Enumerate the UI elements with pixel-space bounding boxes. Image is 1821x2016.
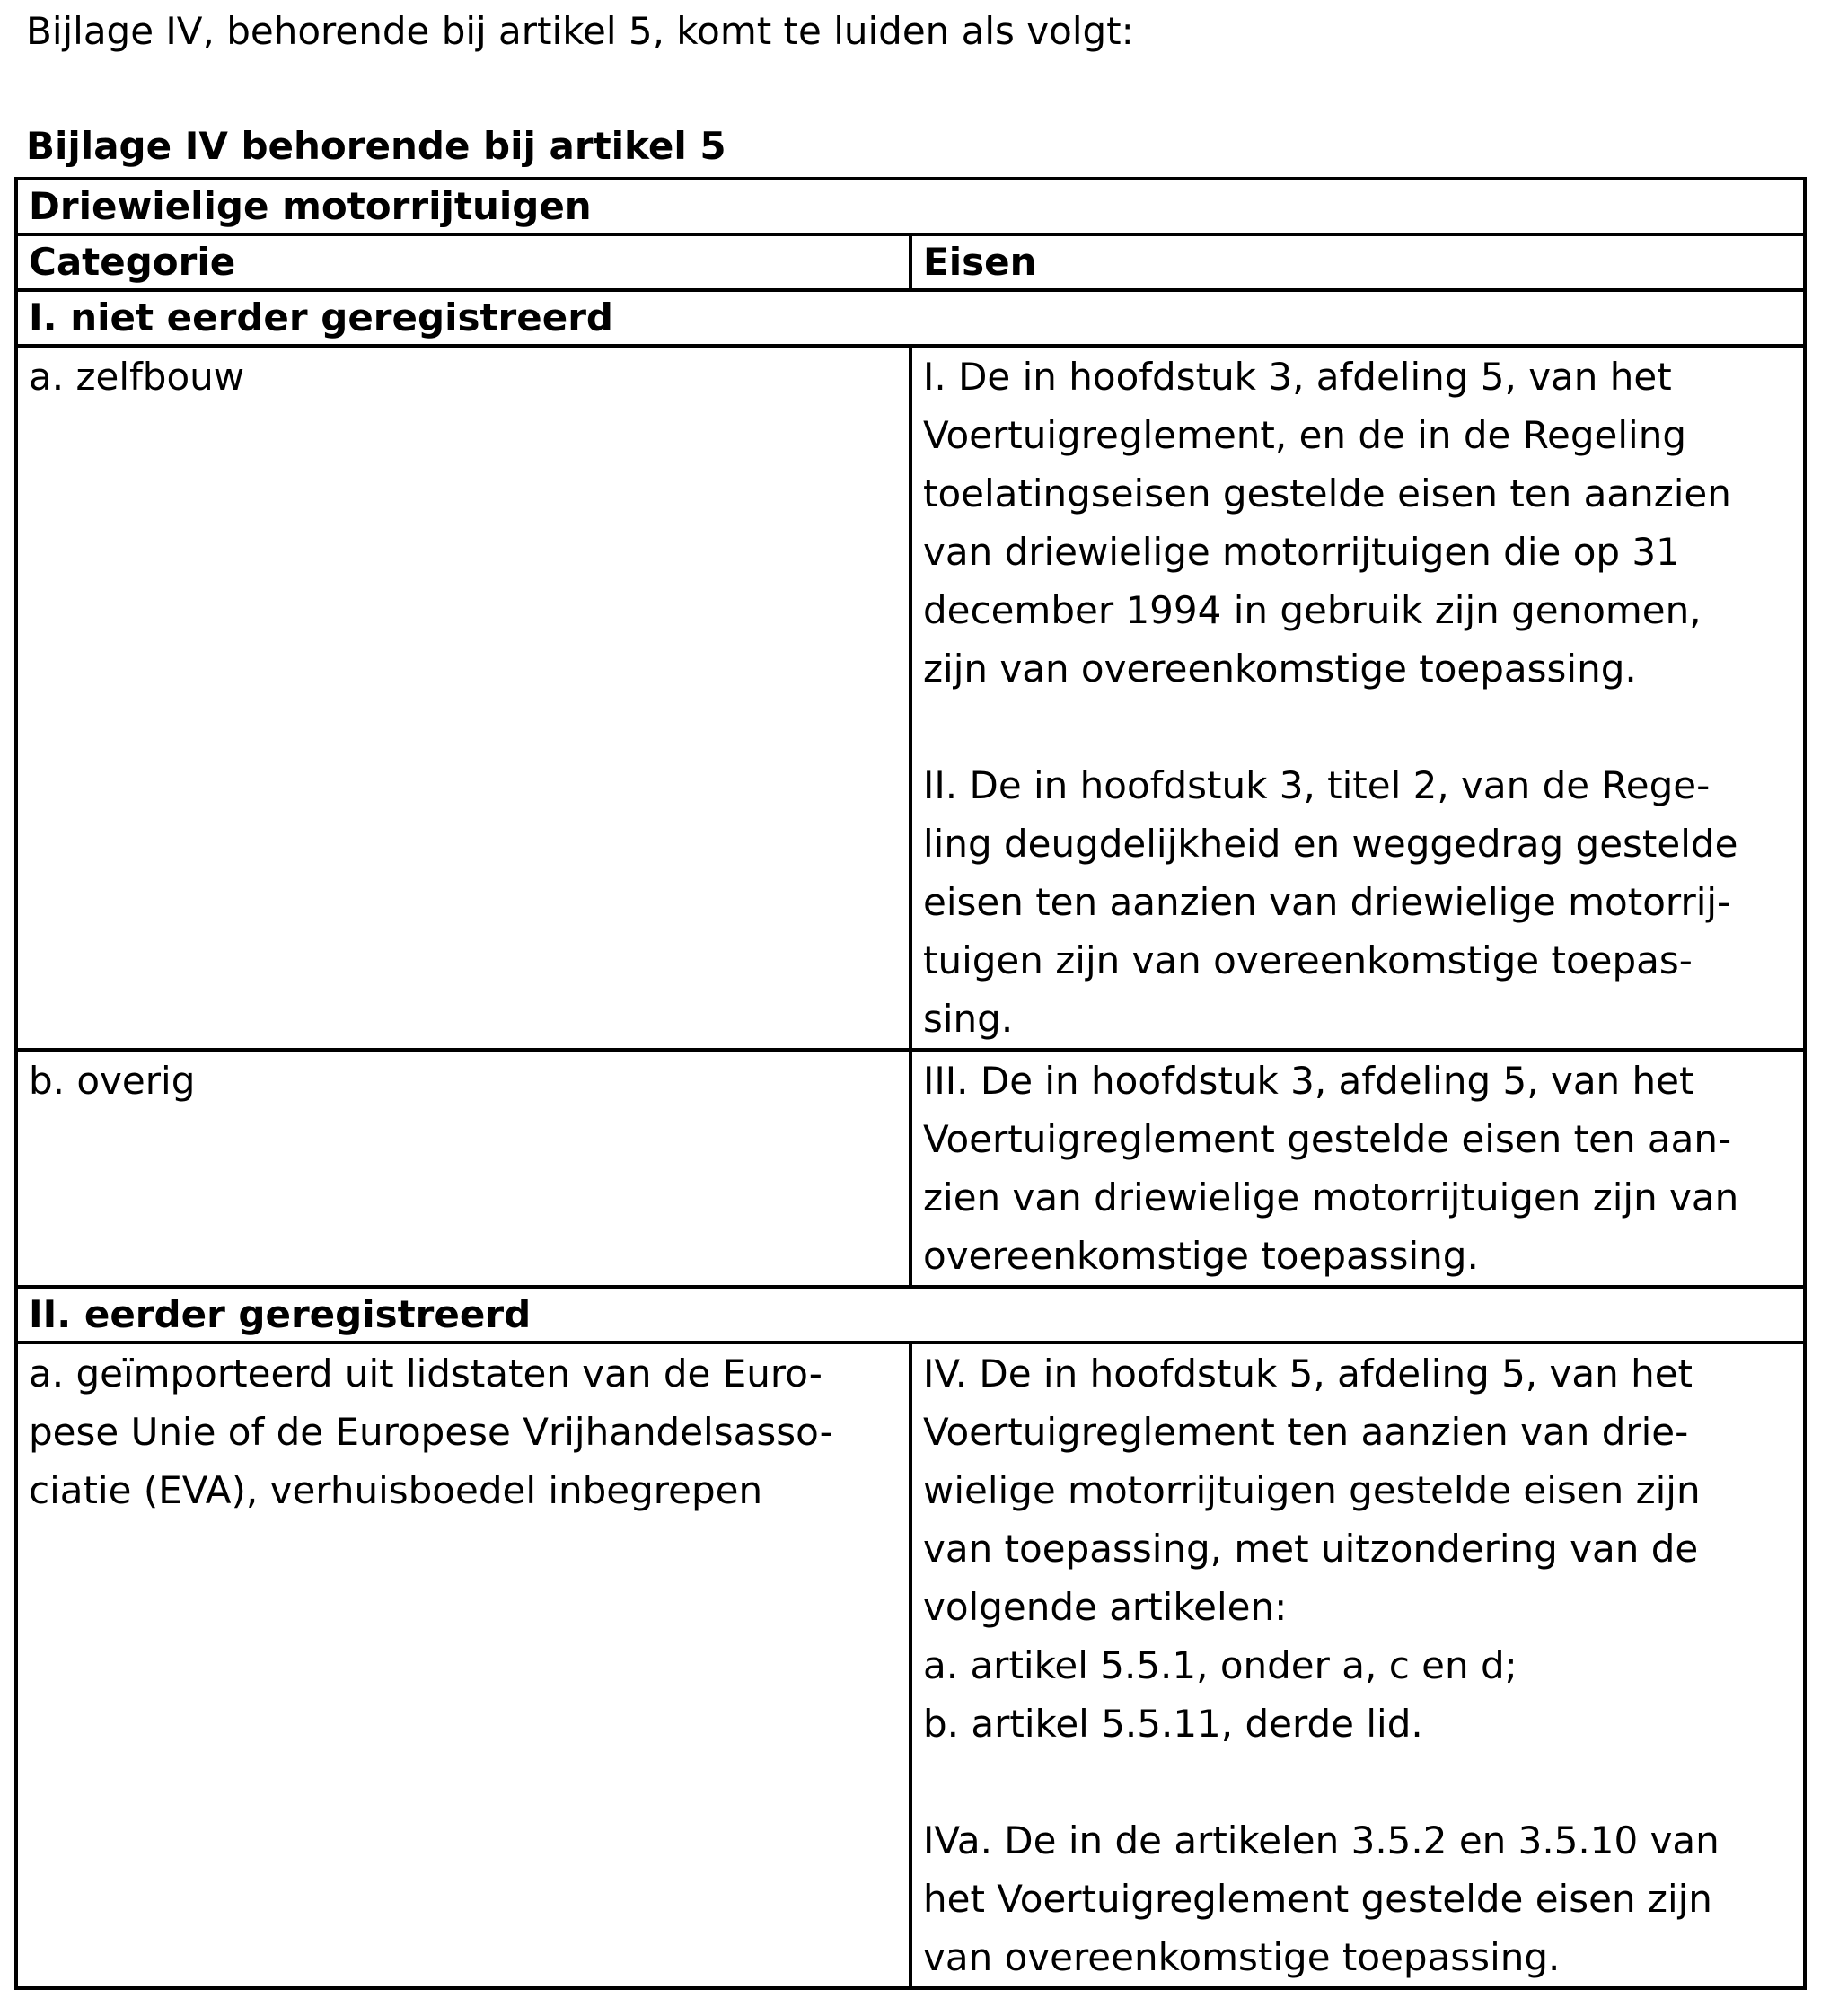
section-heading: II. eerder geregistreerd [16,1287,1805,1343]
table-caption: Driewielige motorrijtuigen [16,179,1805,234]
requirement-paragraph: IV. De in hoofdstuk 5, afdeling 5, van het Voertuigreglement ten aanzien van drie- wielige motorrijtuigen gestelde eisen zijn van toepassing, met uitzondering van de volgende artikelen: a. artikel 5.5.1, onder a, c en d; b. artikel 5.5.11, derde lid. [923,1351,1701,1746]
table-caption-row [16,179,1805,234]
requirement-paragraph: III. De in hoofdstuk 3, afdeling 5, van het Voertuigreglement gestelde eisen ten aan- zien van driewielige motorrijtuigen zijn van overeenkomstige toepassing. [923,1059,1739,1278]
requirements-table [14,177,1807,1990]
section-heading-row [16,1287,1805,1343]
column-header-row [16,234,1805,290]
category-cell: a. zelfbouw [29,355,245,399]
requirement-paragraph: IVa. De in de artikelen 3.5.2 en 3.5.10 van het Voertuigreglement gestelde eisen zijn van overeenkomstige toepassing. [923,1818,1720,1979]
category-cell: b. overig [29,1059,196,1103]
column-header-requirements: Eisen [910,234,1805,290]
paragraph-gap [923,1753,1789,1811]
paragraph-gap [923,698,1789,756]
intro-text: Bijlage IV, behorende bij artikel 5, komt te luiden als volgt: [26,9,1134,53]
requirement-paragraph: I. De in hoofdstuk 3, afdeling 5, van het Voertuigreglement, en de in de Regeling toelatingseisen gestelde eisen ten aanzien van driewielige motorrijtuigen die op 31 december 1994 in gebruik zijn genomen, zijn van overeenkomstige toepassing. [923,355,1731,691]
column-header-category: Categorie [16,234,910,290]
section-heading: I. niet eerder geregistreerd [16,290,1805,346]
category-cell: a. geïmporteerd uit lidstaten van de Euro- pese Unie of de Europese Vrijhandelsasso- ciatie (EVA), verhuisboedel inbegrepen [29,1351,833,1512]
requirement-paragraph: II. De in hoofdstuk 3, titel 2, van de Rege- ling deugdelijkheid en weggedrag gestelde eisen ten aanzien van driewielige motorrij- tuigen zijn van overeenkomstige toepas- sing. [923,763,1738,1041]
table-row [16,1343,1805,1988]
table-row [16,346,1805,1050]
table-row [16,1050,1805,1287]
section-heading-row [16,290,1805,346]
annex-title: Bijlage IV behorende bij artikel 5 [26,124,726,168]
